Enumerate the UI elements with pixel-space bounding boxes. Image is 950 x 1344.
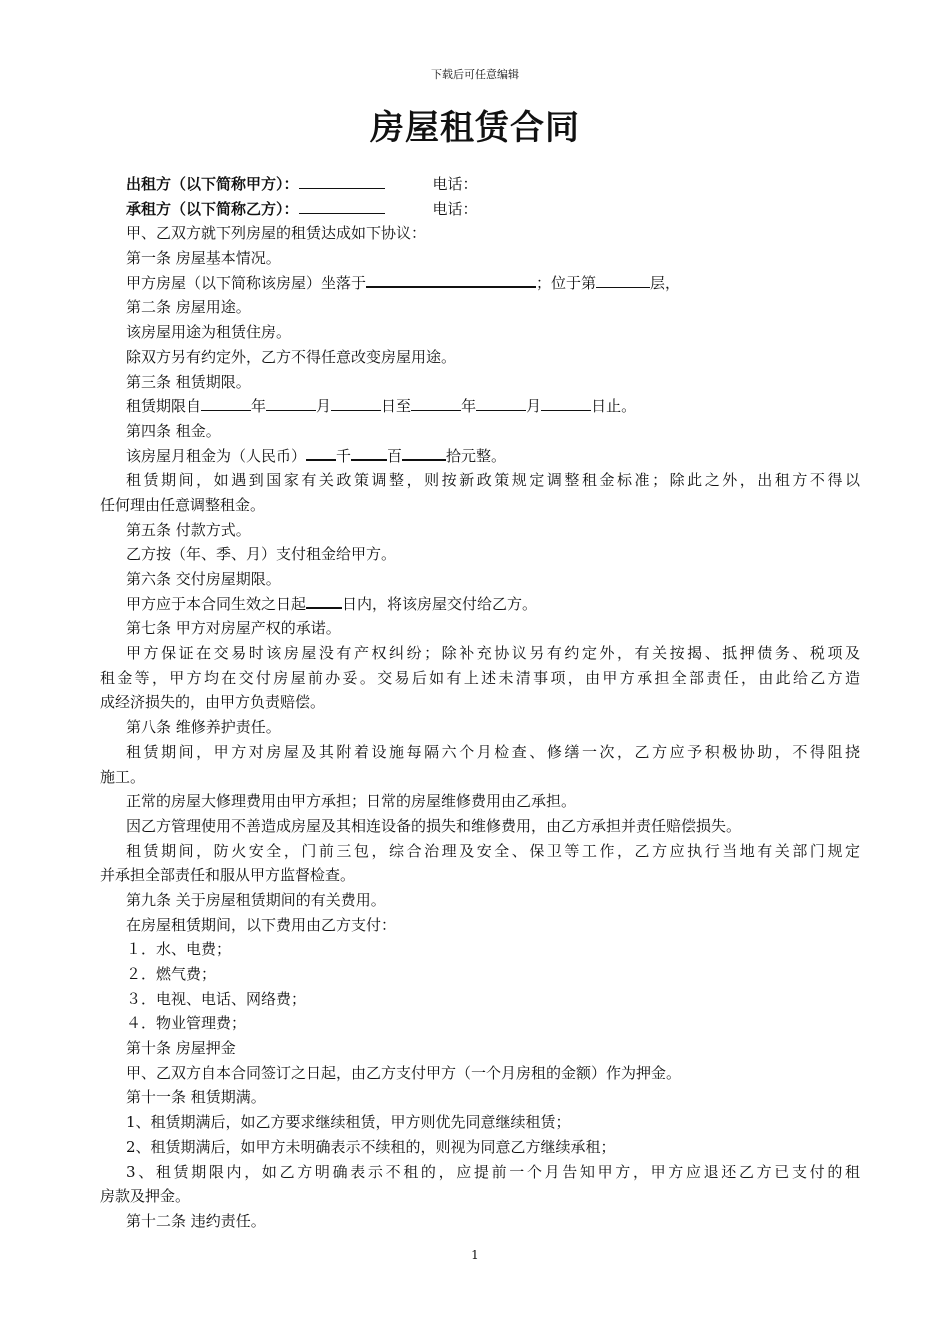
floor-blank <box>596 272 650 288</box>
article-4-p2-line1: 租赁期间，如遇到国家有关政策调整，则按新政策规定调整租金标准；除此之外，出租方不得以 <box>126 471 860 490</box>
delivery-text-2: 日内，将该房屋交付给乙方。 <box>342 594 538 613</box>
fee-item: ２．燃气费； <box>126 965 217 983</box>
end-day-blank <box>541 395 591 411</box>
article-9-heading: 第九条 关于房屋租赁期间的有关费用。 <box>126 890 386 909</box>
lessee-phone-label: 电话： <box>432 199 478 218</box>
article-8-heading: 第八条 维修养护责任。 <box>126 718 281 737</box>
article-3-heading: 第三条 租赁期限。 <box>126 372 251 391</box>
intro-line: 甲、乙双方就下列房屋的租赁达成如下协议： <box>126 224 427 243</box>
lessor-name-blank <box>299 173 385 189</box>
lessor-label: 出租方（以下简称甲方）： <box>126 175 299 193</box>
article-5-heading: 第五条 付款方式。 <box>126 520 251 539</box>
article-6-p1 <box>100 592 860 617</box>
lessee-name-blank <box>299 198 385 214</box>
article-4-heading: 第四条 租金。 <box>126 421 221 440</box>
article-2-heading: 第二条 房屋用途。 <box>126 298 251 317</box>
address-blank <box>366 271 536 288</box>
article-7-line2: 租金等，甲方均在交付房屋前办妥。交易后如有上述未清事项，由甲方承担全部责任，由此给乙方造 <box>100 668 860 687</box>
end-month-blank <box>476 395 526 411</box>
article-9-intro: 在房屋租赁期间，以下费用由乙方支付： <box>126 915 397 934</box>
article-8-p1-line2: 施工。 <box>100 767 146 786</box>
article-11-clause-2: 2、租赁期满后，如甲方未明确表示不续租的，则视为同意乙方继续承租； <box>126 1137 616 1156</box>
day-to-label: 日至 <box>381 397 412 416</box>
fee-item: １．水、电费； <box>126 940 232 959</box>
article-10-p1: 甲、乙双方自本合同签订之日起，由乙方支付甲方（一个月房租的金额）作为押金。 <box>126 1063 682 1082</box>
article-8-p2: 正常的房屋大修理费用由甲方承担；日常的房屋维修费用由乙承担。 <box>126 792 577 811</box>
article-3-term <box>100 394 860 419</box>
article-8-p3: 因乙方管理使用不善造成房屋及其相连设备的损失和维修费用，由乙方承担并责任赔偿损失。 <box>126 816 742 835</box>
page-number: 1 <box>471 1248 479 1262</box>
article-1-heading: 第一条 房屋基本情况。 <box>126 249 281 268</box>
day-end-label: 日止。 <box>591 397 637 416</box>
article-7-heading: 第七条 甲方对房屋产权的承诺。 <box>126 619 341 638</box>
term-text: 租赁期限自 <box>126 397 202 416</box>
article-11-heading: 第十一条 租赁期满。 <box>126 1088 266 1107</box>
lessee-label: 承租方（以下简称乙方）： <box>126 199 299 218</box>
start-day-blank <box>331 395 381 411</box>
end-year-blank <box>411 395 461 411</box>
article-11-clause-3-line2: 房款及押金。 <box>100 1187 191 1206</box>
lessor-line <box>100 172 860 197</box>
article-1-location <box>100 271 860 296</box>
year-label: 年 <box>251 397 267 416</box>
article-10-heading: 第十条 房屋押金 <box>126 1039 236 1058</box>
rent-text: 该房屋月租金为（人民币） <box>126 446 307 465</box>
article-7-line3: 成经济损失的，由甲方负责赔偿。 <box>100 693 326 712</box>
start-year-blank <box>201 395 251 411</box>
article-8-p4-line2: 并承担全部责任和服从甲方监督检查。 <box>100 866 356 885</box>
article-6-heading: 第六条 交付房屋期限。 <box>126 570 281 588</box>
rent-thousands-blank <box>306 444 336 461</box>
month-label: 月 <box>316 397 332 416</box>
location-text-2: ；位于第 <box>536 273 597 292</box>
article-2-p1: 该房屋用途为租赁住房。 <box>126 323 292 342</box>
article-5-p1: 乙方按（年、季、月）支付租金给甲方。 <box>126 545 397 564</box>
article-7-line1: 甲方保证在交易时该房屋没有产权纠纷；除补充协议另有约定外，有关按揭、抵押债务、税项及 <box>126 644 860 663</box>
rent-hundreds-blank <box>351 444 387 461</box>
article-11-clause-1: 1、租赁期满后，如乙方要求继续租赁，甲方则优先同意继续租赁； <box>126 1113 571 1132</box>
article-8-p1-line1: 租赁期间，甲方对房屋及其附着设施每隔六个月检查、修缮一次，乙方应予积极协助，不得阻挠 <box>126 742 860 761</box>
article-8-p4-line1: 租赁期间，防火安全，门前三包，综合治理及安全、保卫等工作，乙方应执行当地有关部门规定 <box>126 841 860 860</box>
hundreds-label: 百 <box>387 446 403 465</box>
article-4-p2-line2: 任何理由任意调整租金。 <box>100 495 266 514</box>
contract-body <box>100 172 860 1234</box>
start-month-blank <box>266 395 316 411</box>
article-11-clause-3-line1: 3、租赁期限内，如乙方明确表示不租的，应提前一个月告知甲方，甲方应退还乙方已支付的租 <box>126 1162 860 1181</box>
year-label: 年 <box>461 397 477 416</box>
lessee-line <box>100 197 860 222</box>
article-4-rent <box>100 444 860 469</box>
location-text-3: 层， <box>650 273 681 292</box>
delivery-days-blank <box>306 592 342 609</box>
lessor-phone-label: 电话： <box>432 175 478 193</box>
thousands-label: 千 <box>336 446 352 465</box>
document-title: 房屋租赁合同 <box>370 108 580 148</box>
location-text-1: 甲方房屋（以下简称该房屋）坐落于 <box>126 273 367 292</box>
header-note: 下载后可任意编辑 <box>431 68 519 81</box>
delivery-text-1: 甲方应于本合同生效之日起 <box>126 594 307 613</box>
rent-tens-blank <box>402 444 446 461</box>
fee-item: ４．物业管理费； <box>126 1014 247 1033</box>
tens-label: 拾元整。 <box>446 446 507 465</box>
article-12-heading: 第十二条 违约责任。 <box>126 1211 266 1230</box>
month-label: 月 <box>526 397 542 416</box>
fee-item: ３．电视、电话、网络费； <box>126 989 307 1008</box>
article-2-p2: 除双方另有约定外，乙方不得任意改变房屋用途。 <box>126 347 457 366</box>
